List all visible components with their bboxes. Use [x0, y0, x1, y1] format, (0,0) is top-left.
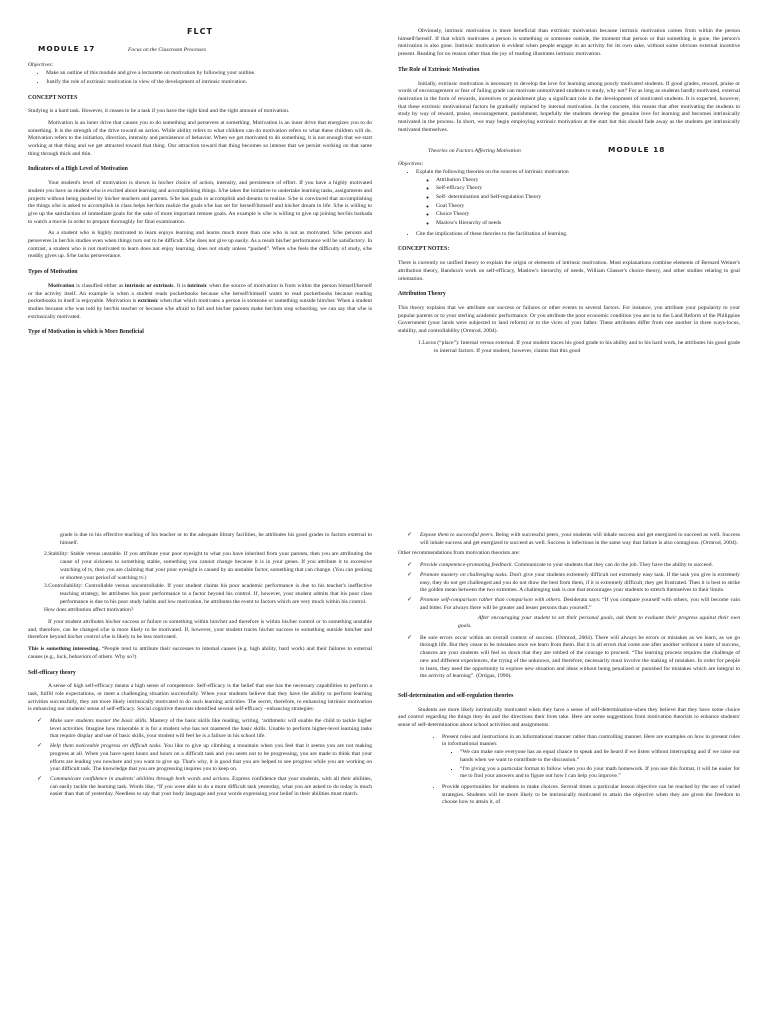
- paragraph: Obviously, intrinsic motivation is more beneficial than extrinsic motivation because intrinsic motivation comes from within the person himself/herself. If that which motivates a person is something or someone outside, the moment that person or that something is gone, the person's motivation is also gone. Intrinsic motivation is evident when people engage in an activity for its own sake, without some obvious external incentive present. Reading for no reason other than the joy of reading illustrates intrinsic motivation.: [398, 28, 740, 58]
- theory-item: ◦ Self- determination and Self-regulation Theory: [436, 194, 740, 202]
- recommendation-item: ✓ Be sure errors occur within an overall context of success. (Ormrod, 2004). There will always be errors or mistakes as we learn, as we go through life. But they cease to be mistakes once we learn from them. But it is all errors that come one after another without a taste of success, chances are your students will feel so down that they are robbed of the courage to proceed. “The learning process requires the challenge of new and different experiences, the trying of the unknown, and therefore, necessarily must involve the making of mistakes. In order for people to learn, they need the opportunity to explore new situation and ideas without being penalized or punished for mistakes which are integral to the activity of learning”. (Ortigas, 1990).: [420, 635, 740, 681]
- objective-item: • Explain the following theories on the sources of intrinsic motivation ◦ Attribution Theory ◦ Self-efficacy Theory ◦ Self- determination and Self-regulation Theory ◦ Goal Theory ◦ Choice Theory ◦ Maslow's Hierarchy of needs: [416, 169, 740, 228]
- paragraph: This theory explains that we attribute our success or failures or other events to several factors. For instance, you attribute your popularity to your popular parents or to your sterling academic performance. Or you attribute the poor economic condition you are in to the Land Reform of the Philippine Government (your lands were subjected to land reform) or to the vices of your father. These attributes differ from one another in three ways-locus, stability, and controllability (Ormrod, 2004).: [398, 304, 740, 335]
- suggestion-item: • Present rules and instructions in an informational manner rather than controlling manner. Here are examples on how to present rules in informational manner. ▪ “We can make sure everyone has an equal chance to speak and be heard if we listen without interrupting and if we raise our hands when we want to contribute to the discussion.” ▪ “I'm giving you a particular format to follow when you do your math homework. If you use this format, it will be easier for me to find your answers and to figure out how I can help you improve.”: [442, 734, 740, 781]
- doc-title: FLCT: [187, 27, 213, 36]
- paragraph: Motivation is an inner drive that causes you to do something and persevere at something. Motivation is an inner drive that energizes you to do something. It is the strength of the drive toward an action. While ability refers to what children can do motivation refers to what these children will do. Motivation refers to the initiation, direction, intensity and persistence of behavior. When we get motivated to do something, it is not enough that we start working at that thing and we get attracted toward that thing. Our attraction toward that thing becomes so intense that we persist working on that same thing through thick and thin.: [28, 119, 372, 157]
- module-17-label: MODULE 17: [38, 43, 96, 53]
- section-heading: Attribution Theory: [398, 291, 446, 298]
- strategy-list: [28, 718, 372, 799]
- recommendation-list: [398, 635, 740, 681]
- recommendation-item: ✓ Promote self-comparison rather than comparison with others. Desiderata says: “If you compare yourself with others, you will become vain and bitter. For always there will be greater and lesser persons than yourself.”: [420, 597, 740, 612]
- recommendation-list: [398, 562, 740, 612]
- objective-item: • Justify the role of extrinsic motivation in view of the development of intrinsic motivation.: [46, 79, 372, 87]
- suggestion-item: • Provide opportunities for students to make choices. Several times a particular lesson objective can be reached by the use of varied strategies. Students will be more likely to be intrinsically motivated to attain the objective when they are given the freedom to choose how to attain it, of: [442, 784, 740, 807]
- example-item: ▪ “I'm giving you a particular format to follow when you do your math homework. If you use this format, it will be easier for me to find your answers and to figure out how I can help you improve.”: [460, 766, 740, 781]
- numbered-item: 1.Locus (“place”): Internal versus external. If your student traces his good grade to his ability and to his hard work, he attributes his good grade to internal factors. If your student, however, claims that this good: [418, 339, 740, 354]
- strategy-list: [398, 532, 740, 547]
- objectives-label: Objectives:: [398, 161, 424, 168]
- numbered-item: 3.Controllability: Controllable versus uncontrollable. If your student claims his poor academic performance is due to his teacher's ineffective teaching strategy, he attributes his poor performance to a factor beyond his control. If, however, your student admits that his poor class performance is due to his poor study habits and low motivation, he attributes the event to factors which are very much within his control.: [44, 583, 372, 605]
- recommendation-item: ✓ Promote mastery on challenging tasks. Don't give your students extremely difficult not extremely easy task. If the task you give is extremely easy, they do not get challenged and you do not draw the best from them, if it is extremely difficult, they get frustrated. Then it is best to strike the golden mean between the two extremes. A challenging task is one that encourages your students to stretch themselves to their limits.: [420, 572, 740, 595]
- paragraph: Other recommendations from motivation theorists are:: [398, 550, 520, 557]
- module-18-title: Theories on Factors Affecting Motivation: [428, 148, 521, 155]
- example-list: [442, 749, 740, 781]
- section-heading: Indicators of a High Level of Motivation: [28, 166, 128, 173]
- strategy-item: ✓ Communicate confidence in students' abilities through both words and actions. Express confidence that your students, with all their abilities, can easily tackle the learning task. Words like, “If you were able to do a more difficult task yesterday, what you are asked to do today is much easier than that of yesterday. Needless to say that your body language and your words expressing your belief in their abilities must match.: [50, 776, 372, 799]
- paragraph: This is something interesting. “People tend to attribute their successes to internal causes (e.g. high ability, hard work) and their failures to external causes (e.g., luck, behaviors of others. Why so?): [28, 646, 373, 660]
- paragraph: If your student attributes his/her success or failure to something within him/her and therefore is within his/her control or to something unstable and, therefore, can be changed s/he is more likely to be motivated. If, however, your student traces his/her success to something outside him/her and therefore beyond his/her control s/he is likely to be less motivated.: [28, 619, 372, 641]
- top-left-column: [28, 28, 372, 343]
- theory-item: ◦ Choice Theory: [436, 211, 740, 219]
- goal-note: After encouraging your student to set their personal goals, ask them to evaluate their progress against their own goals.: [458, 615, 740, 630]
- theory-item: ◦ Attribution Theory: [436, 177, 740, 185]
- objectives-list: [28, 70, 372, 86]
- question: How does attribution affect motivation?: [44, 607, 134, 614]
- objective-item: • Make an outline of this module and give a lecturette on motivation by following your outline.: [46, 70, 372, 78]
- paragraph: Studying is a hard task. However, it ceases to be a task if you have the right kind and the right amount of motivation.: [28, 108, 290, 115]
- recommendation-item: ✓ Provide competence-promoting feedback. Communicate to your students that they can do the job. They have the ability to succeed.: [420, 562, 740, 570]
- numbered-item: 2.Stability: Stable versus unstable. If you attribute your poor eyesight to what you have inherited from your parents, then you are attributing the cause of your sickness to something stable, something you cannot change because it is in your genes. If you attribute it to excessive watching of tv, then you are claiming that your poor eyesight is caused by an unstable factor, something that can change. (You can prolong or shorten your period of watching tv.): [44, 551, 372, 581]
- suggestion-list: [398, 734, 740, 807]
- paragraph: Motivation is classified either as intrinsic or extrinsic. It is intrinsic when the source of motivation is from within the person himself/herself or the activity itself. An example is when a student reads pocketbooks because s/he herself/himself wants to read pocketbooks because reading pocketbooks in itself is enjoyable. Motivation is extrinsic when that which motivates a person is someone or something outside him/her. When a student studies because s/he was told by her/his teacher or because s/he afraid to fail and his/her parents make her/him stop schooling, we can say that s/he is extrinsically motivated.: [28, 282, 372, 320]
- strategy-item: ✓ Make sure students master the basic skills. Mastery of the basic skills like reading, writing, ‘arithmetic will enable the child to tackle higher level activities. Imagine how miserable it is for a student who has not mastered the basic skills. Unable to perform higher-level learning tasks that require display and use of basic skills, your student will feel he is a failure in his school life.: [50, 718, 372, 741]
- paragraph: Your student's level of motivation is shown in his/her choice of action, intensity, and persistence of effort. If you have a highly motivated student you have as student who is excited about learning and accomplishing things. S/he takes the initiative to undertake learning tasks, assignments and projects without being pushed by his/her teachers and parents. S/he has goals to accomplish and dreams to realize. S/he is convinced that accomplishing the things s/he is asked to accomplish in class helps her/him realize the goals s/he has set for herself/himself and his/her dream in life. S/he is willing to give up the satisfaction of immediate goals for the sake of more important remote goals. An example is s/he is willing to give up joining her/his barkada to watch a movie in order to prepare thoroughly for final examination.: [28, 180, 372, 225]
- section-heading: The Role of Extrinsic Motivation: [398, 66, 480, 73]
- strategy-item: ✓ Help them noticeable progress on difficult tasks. You like to give up climbing a mountain when you feel that it seems you are not making progress at all. When you have spent hours and hours on a difficult task and you seem not to be progressing, you are made to think that your efforts are leading you nowhere and you want to give up. That's why, it is good that you are helped to see progress while you are working on your difficult task. The knowledge that you are progressing inspires you to keep on.: [50, 743, 372, 774]
- example-item: ▪ “We can make sure everyone has an equal chance to speak and be heard if we listen without interrupting and if we raise our hands when we want to contribute to the discussion.”: [460, 749, 740, 764]
- paragraph: A sense of high self-efficacy means a high sense of competence. Self-efficacy is the belief that one has the necessary capabilities to perform a task, fulfill role expectations, or meet a challenging situation successfully. When your students believe that they have the ability to perform learning activities successfully, they are more likely intrinsically motivated to do such learning activities. The secret, therefore, to enhancing intrinsic motivation is enhancing our students' sense of self-efficacy. Social cognitive theorists identified several self-efficacy –enhancing strategies:: [28, 683, 372, 713]
- paragraph: There is currently no unified theory to explain the origin or elements of intrinsic motivation. Most explanations combine elements of Bernard Weiner's attribution theory, Bandura's work on self-efficacy, Maslow's hierarchy of needs, William Glasser's choice theory, and other studies relating to goal orientation.: [398, 260, 740, 282]
- bottom-right-column: [398, 532, 740, 810]
- theory-item: ◦ Maslow's Hierarchy of needs: [436, 220, 740, 228]
- section-heading: Self-determination and self-regulation theories: [398, 692, 514, 699]
- objectives-list: [398, 169, 740, 239]
- theory-list: [416, 177, 740, 228]
- bottom-left-column: [28, 532, 372, 802]
- section-heading: Type of Motivation in which is More Beneficial: [28, 329, 144, 336]
- top-right-column: [398, 28, 740, 356]
- module-17-subtitle: Focus on the Classroom Processes: [128, 46, 206, 53]
- section-heading: Types of Motivation: [28, 269, 78, 276]
- strategy-item: ✓ Expose them to successful peers. Being with successful peers, your students will inhale success and get energized to succeed as well. Success will inhale success and get energized to succeed as well. Success is infectious in the same way that failure is also contagious. (Ormrod, 2004).: [420, 532, 740, 547]
- theory-item: ◦ Goal Theory: [436, 203, 740, 211]
- section-heading: CONCEPT NOTES: [28, 94, 78, 101]
- paragraph: Initially, extrinsic motivation is necessary to develop the love for learning among poorly motivated students. If good grades, reward, praise or words of encouragement or fear of failing grade can motivate unmotivated students to study, why not? For as long as students hardly motivated, external motivation in the form of rewards, incentives or punishment play a significant role in the development of motivated students. It is expected, however, that these extrinsic motivational factors be gradually replaced by internal motivation. In the concrete, this means that after motivating the students to study by way of reward, praise, encouragement, punishment, hopefully the students develop the genuine love for learning and becomes intrinsically motivated in the process. In short, we may begin employing extrinsic motivation at the start but this should fade away as the students get intrinsically motivated themselves.: [398, 80, 740, 133]
- section-heading: CONCEPT NOTES:: [398, 246, 450, 253]
- paragraph: Students are more likely intrinsically motivated when they have a sense of self-determination-when they believe that they have some choice and control regarding the things they do and the directions their lives take. Here are some suggestions from motivation theorists to enhance students' sense of self-determination about school activities and assignments.: [398, 706, 740, 729]
- objective-item: • Cite the implications of these theories to the facilitation of learning.: [416, 231, 740, 239]
- section-heading: Self-efficacy theory: [28, 669, 76, 676]
- paragraph: As a student who is highly motivated to learn enjoys learning and learns much more than one who is not as motivated. S/he persists and perseveres in her/his studies even when things turn out to be difficult. S/he does not give up easily. As a result his/her performance will be satisfactory. In contrast, a student who is not motivated to learn does not enjoy learning, does not study unless “pushed”. When s/he feels the difficulty of study, s/he readily gives up. S/he lacks perseverance.: [28, 230, 372, 260]
- module-18-label: MODULE 18: [608, 145, 666, 155]
- objectives-label: Objectives:: [28, 62, 54, 69]
- numbered-item-cont: grade is due to his effective teaching of his teacher or to the adequate library facilities, he attributes his good grades to factors external to himself.: [60, 532, 372, 546]
- theory-item: ◦ Self-efficacy Theory: [436, 185, 740, 193]
